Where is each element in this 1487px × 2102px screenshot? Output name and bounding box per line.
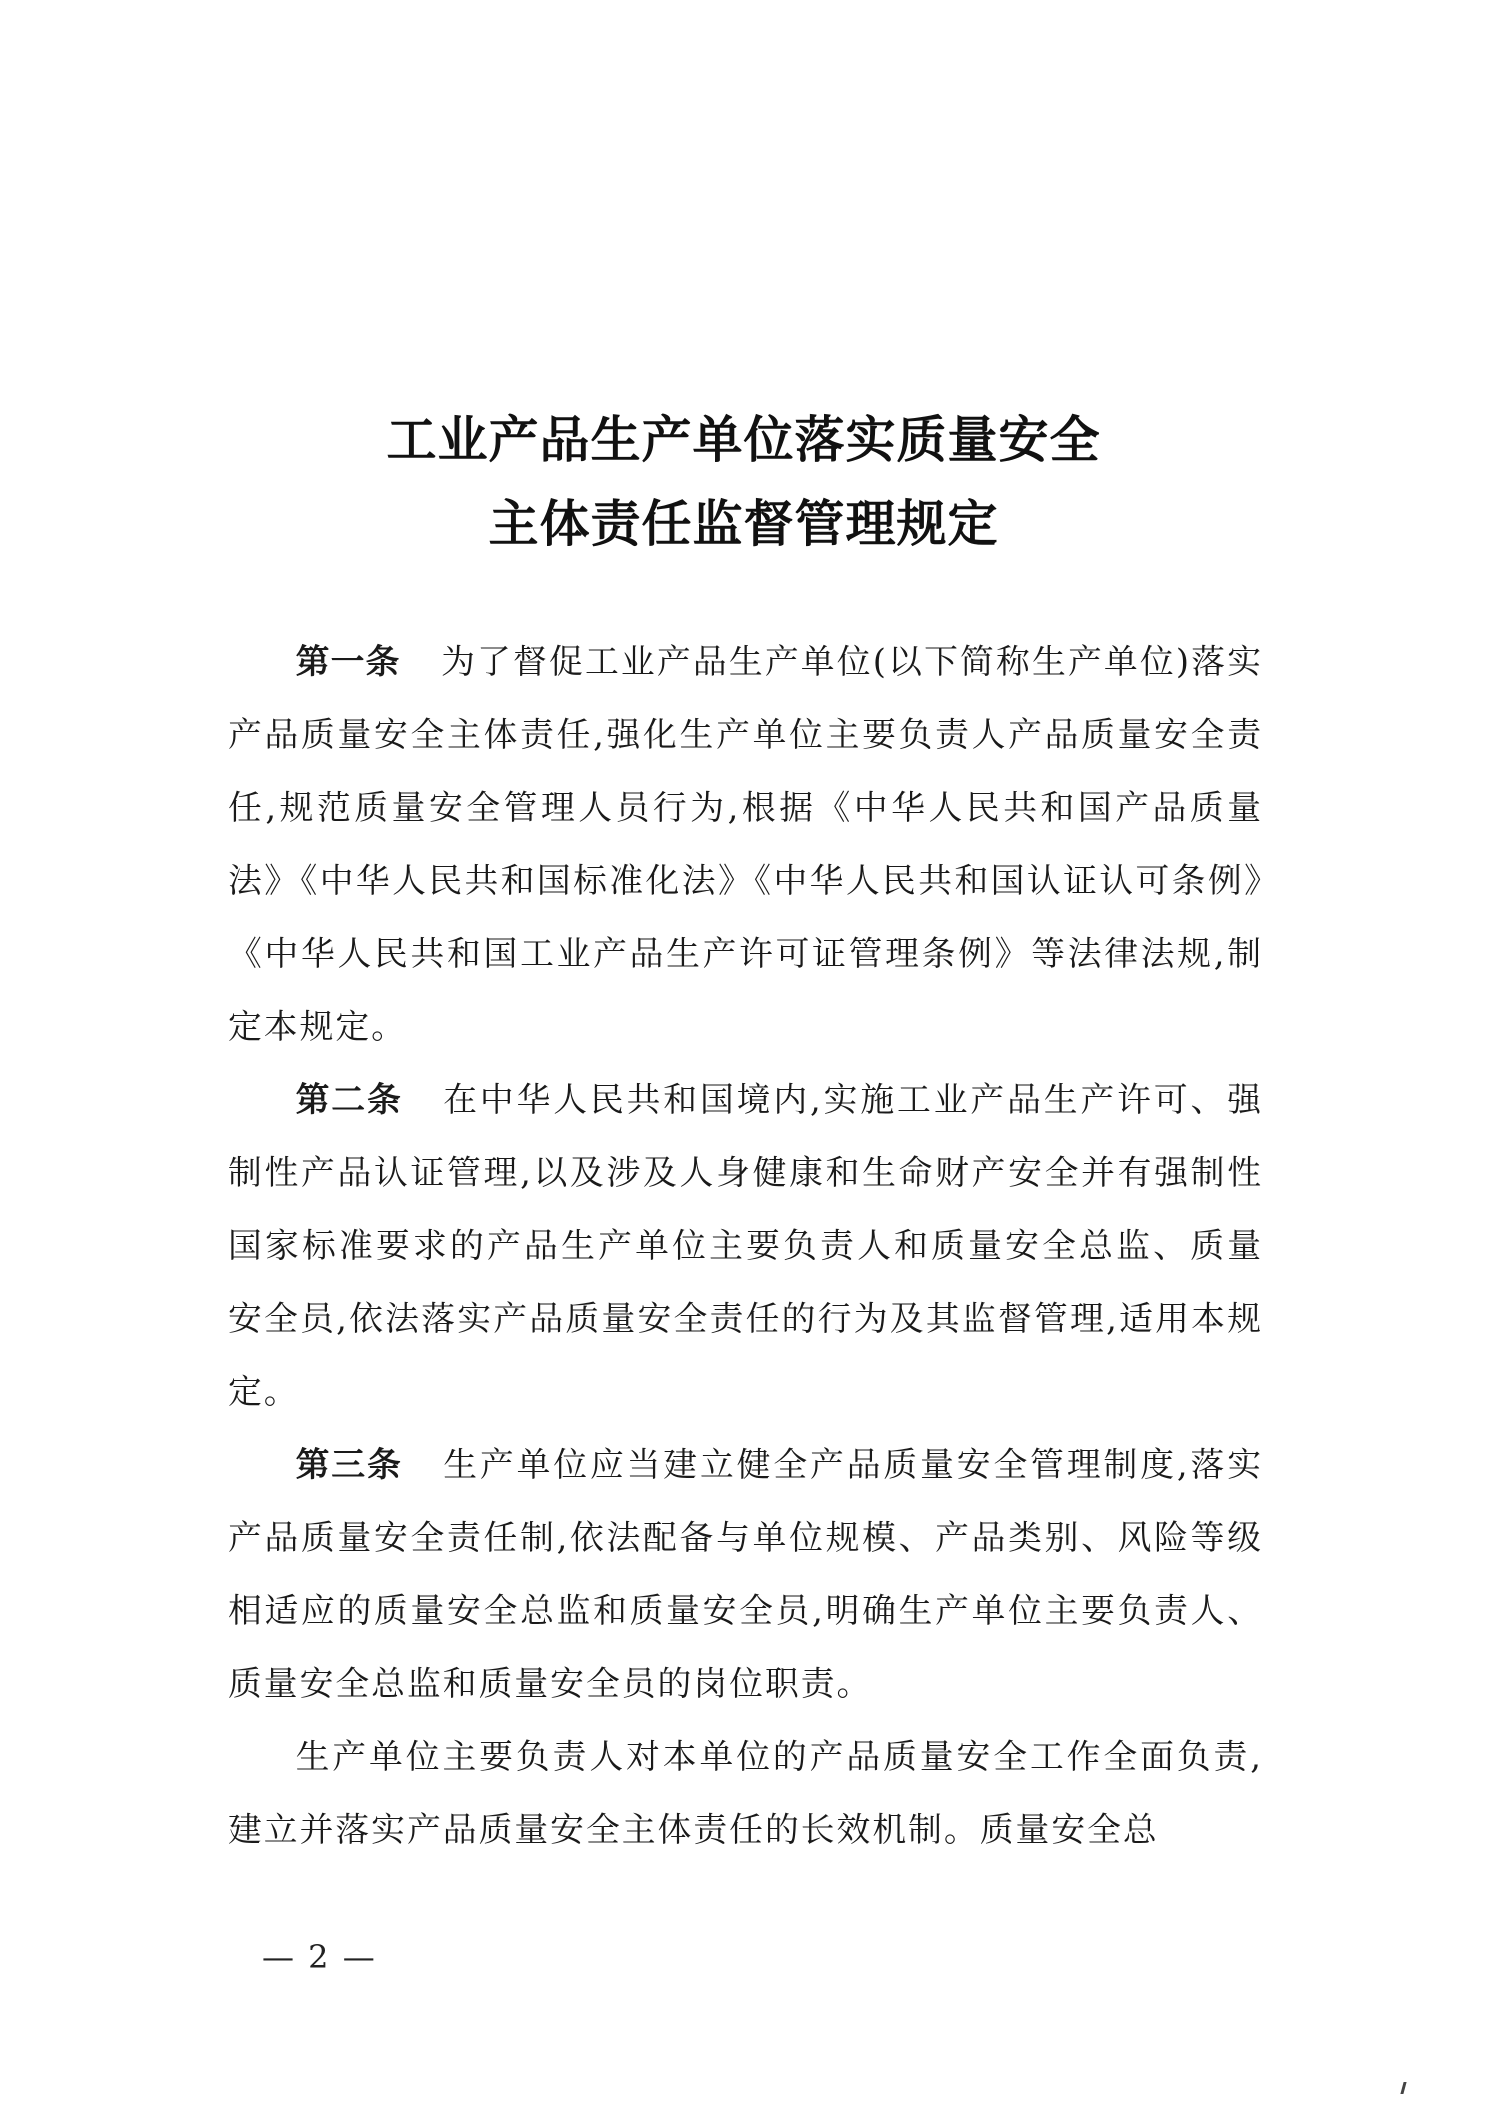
article-2-paragraph — [228, 1063, 1263, 1428]
article-3-paragraph — [228, 1428, 1263, 1720]
document-body — [228, 625, 1263, 1866]
article-text: 在中华人民共和国境内,实施工业产品生产许可、强制性产品认证管理,以及涉及人身健康和生命财产安全并有强制性国家标准要求的产品生产单位主要负责人和质量安全总监、质量安全员,依法落实产品质量安全责任的行为及其监督管理,适用本规定。 — [228, 1080, 1264, 1411]
article-number: 第一条 — [295, 642, 401, 681]
article-text: 为了督促工业产品生产单位(以下简称生产单位)落实产品质量安全主体责任,强化生产单位主要负责人产品质量安全责任,规范质量安全管理人员行为,根据《中华人民共和国产品质量法》《中华人民共和国标准化法》《中华人民共和国认证认可条例》《中华人民共和国工业产品生产许可证管理条例》等法律法规,制定本规定。 — [228, 642, 1263, 1046]
scan-mark — [1400, 2082, 1406, 2094]
article-number: 第二条 — [295, 1080, 403, 1119]
article-text: 生产单位应当建立健全产品质量安全管理制度,落实产品质量安全责任制,依法配备与单位规模、产品类别、风险等级相适应的质量安全总监和质量安全员,明确生产单位主要负责人、质量安全总监和质量安全员的岗位职责。 — [228, 1445, 1264, 1703]
page-number: — 2 — — [262, 1938, 377, 1976]
document-title-line-1: 工业产品生产单位落实质量安全 — [386, 411, 1101, 469]
paragraph-text: 生产单位主要负责人对本单位的产品质量安全工作全面负责,建立并落实产品质量安全主体责任的长效机制。质量安全总 — [228, 1737, 1263, 1849]
article-3-continuation-paragraph — [228, 1720, 1263, 1866]
article-1-paragraph — [228, 625, 1263, 1063]
article-number: 第三条 — [295, 1445, 403, 1484]
document-title-line-2: 主体责任监督管理规定 — [488, 495, 999, 553]
